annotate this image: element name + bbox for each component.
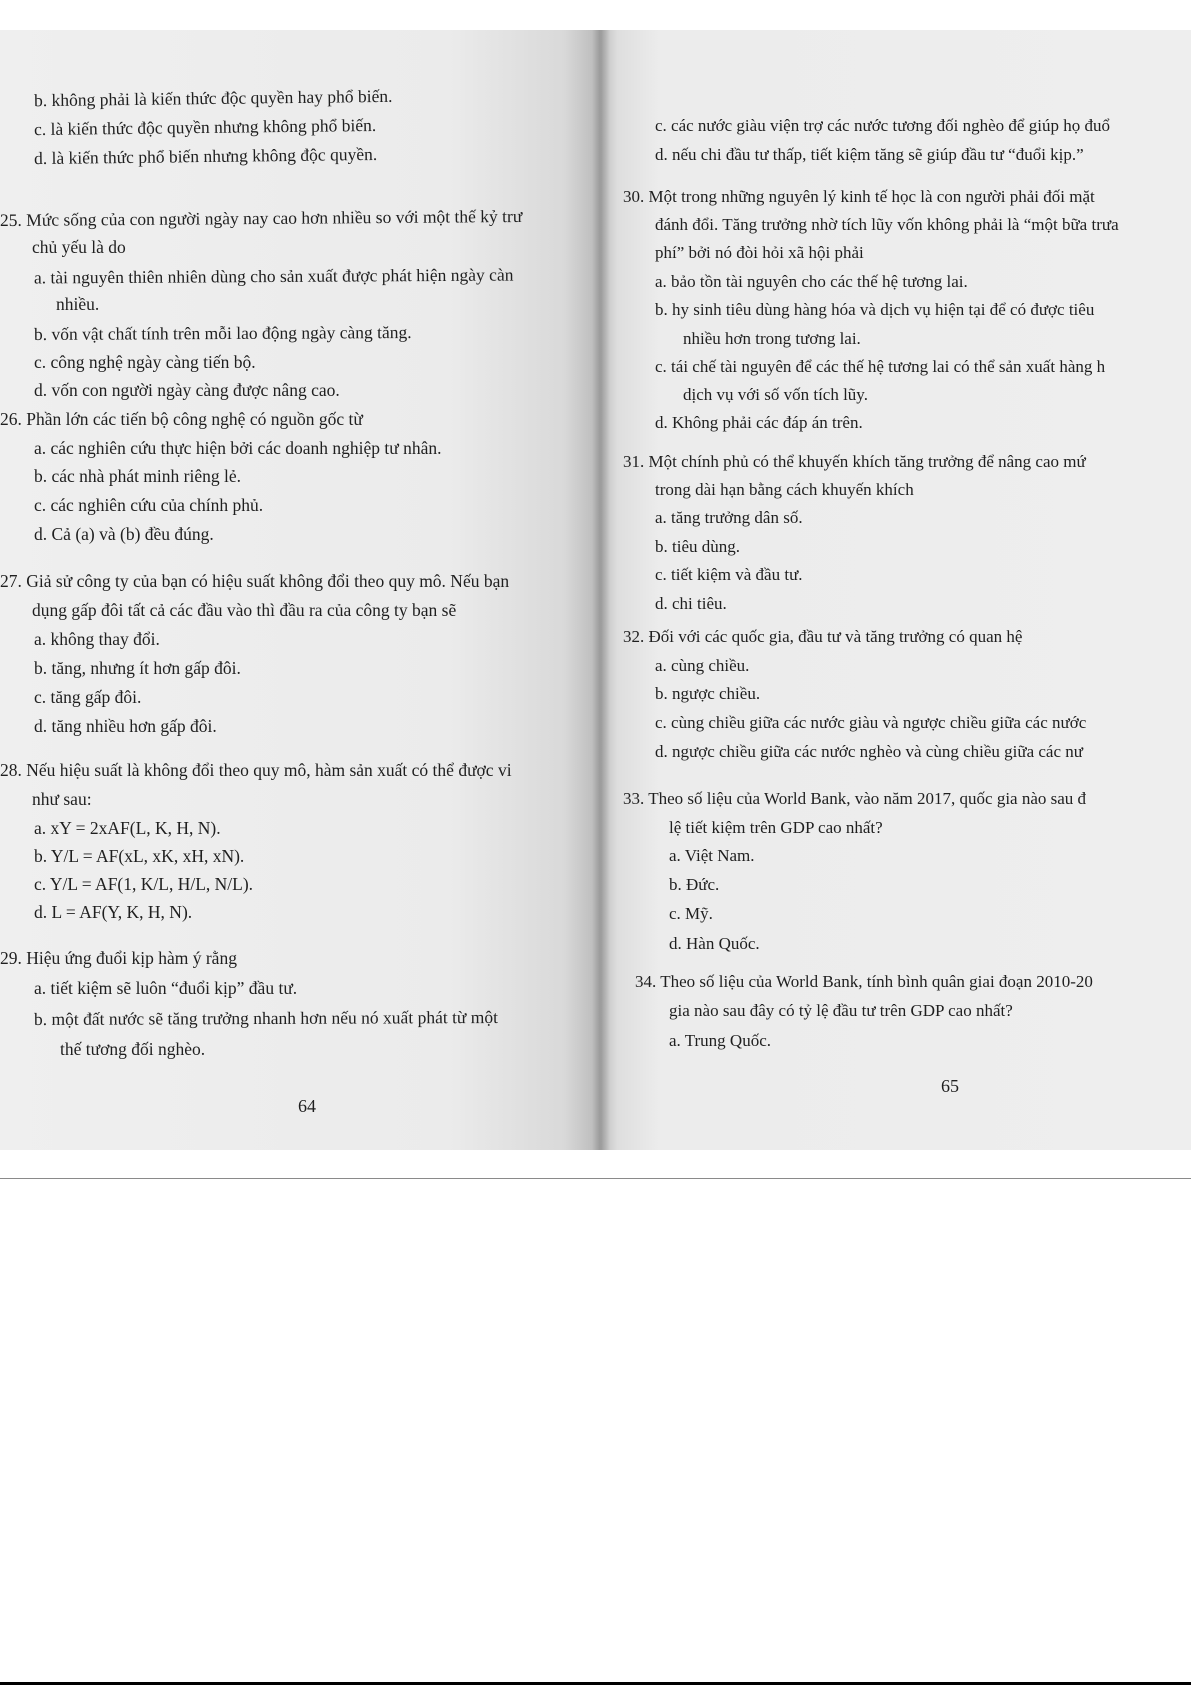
text-line: a. Trung Quốc. [669, 1031, 772, 1050]
text-line: a. Việt Nam. [669, 846, 755, 865]
text-line: gia nào sau đây có tỷ lệ đầu tư trên GDP cao nhất? [669, 1001, 1013, 1020]
page-number: 64 [298, 1096, 316, 1116]
text-line: c. công nghệ ngày càng tiến bộ. [34, 352, 256, 372]
text-line: c. là kiến thức độc quyền nhưng không phổ biến. [33, 114, 377, 140]
text-line: b. Đức. [669, 875, 720, 894]
text-line: b. vốn vật chất tính trên mỗi lao động ngày càng tăng. [33, 322, 412, 344]
text-line: b. Y/L = AF(xL, xK, xH, xN). [34, 846, 245, 866]
question-34: 34. Theo số liệu của World Bank, tính bình quân giai đoạn 2010-20 [635, 972, 1093, 991]
text-line: d. Hàn Quốc. [669, 934, 760, 953]
text-line: a. tiết kiệm sẽ luôn “đuổi kịp” đầu tư. [34, 978, 298, 998]
text-line: d. nếu chi đầu tư thấp, tiết kiệm tăng sẽ giúp đầu tư “đuổi kịp.” [655, 145, 1084, 164]
text-line: b. tăng, nhưng ít hơn gấp đôi. [34, 658, 241, 678]
text-line: a. tăng trưởng dân số. [655, 508, 803, 527]
text-line: b. các nhà phát minh riêng lẻ. [34, 466, 242, 486]
book-photo [0, 30, 1191, 1150]
text-line: c. tái chế tài nguyên để các thế hệ tương lai có thể sản xuất hàng h [655, 357, 1106, 376]
text-line: a. cùng chiều. [655, 656, 750, 675]
text-line: c. các nghiên cứu của chính phủ. [34, 495, 264, 515]
question-33: 33. Theo số liệu của World Bank, vào năm 2017, quốc gia nào sau đ [623, 789, 1087, 808]
text-line: b. một đất nước sẽ tăng trưởng nhanh hơn nếu nó xuất phát từ một [33, 1006, 499, 1030]
text-line: d. ngược chiều giữa các nước nghèo và cùng chiều giữa các nư [655, 742, 1083, 761]
question-31: 31. Một chính phủ có thể khuyến khích tăng trưởng để nâng cao mứ [623, 452, 1086, 471]
text-line: b. ngược chiều. [655, 684, 761, 703]
text-line: a. xY = 2xAF(L, K, H, N). [34, 818, 221, 838]
question-29: 29. Hiệu ứng đuổi kịp hàm ý rằng [0, 948, 237, 968]
text-line: đánh đổi. Tăng trưởng nhờ tích lũy vốn không phải là “một bữa trưa [655, 215, 1119, 234]
text-line: nhiều. [56, 294, 100, 314]
text-line: b. tiêu dùng. [655, 537, 740, 556]
text-line: b. hy sinh tiêu dùng hàng hóa và dịch vụ hiện tại để có được tiêu [655, 300, 1095, 319]
text-line: nhiều hơn trong tương lai. [683, 329, 861, 348]
text-line: c. Y/L = AF(1, K/L, H/L, N/L). [34, 874, 254, 894]
text-line: dụng gấp đôi tất cả các đầu vào thì đầu ra của công ty bạn sẽ [32, 600, 457, 620]
question-32: 32. Đối với các quốc gia, đầu tư và tăng trưởng có quan hệ [623, 627, 1023, 646]
text-line: d. vốn con người ngày càng được nâng cao. [34, 380, 340, 400]
text-line: d. là kiến thức phổ biến nhưng không độc quyền. [33, 143, 378, 169]
text-line: d. Không phải các đáp án trên. [655, 413, 863, 432]
question-27: 27. Giả sử công ty của bạn có hiệu suất không đổi theo quy mô. Nếu bạn [0, 571, 510, 591]
question-28: 28. Nếu hiệu suất là không đổi theo quy mô, hàm sản xuất có thể được vi [0, 760, 512, 780]
question-25: 25. Mức sống của con người ngày nay cao hơn nhiều so với một thế kỷ trư [0, 205, 523, 231]
text-line: chủ yếu là do [32, 237, 126, 257]
divider [0, 1178, 1191, 1179]
text-line: c. cùng chiều giữa các nước giàu và ngược chiều giữa các nước [655, 713, 1087, 732]
text-line: b. không phải là kiến thức độc quyền hay phổ biến. [33, 85, 393, 111]
left-page [0, 30, 600, 1150]
text-line: d. chi tiêu. [655, 594, 727, 613]
text-line: d. Cả (a) và (b) đều đúng. [34, 524, 214, 544]
text-line: c. tiết kiệm và đầu tư. [655, 565, 803, 584]
text-line: a. các nghiên cứu thực hiện bởi các doanh nghiệp tư nhân. [34, 438, 442, 458]
text-line: d. L = AF(Y, K, H, N). [34, 902, 193, 922]
text-line: c. Mỹ. [669, 904, 713, 923]
text-line: c. các nước giàu viện trợ các nước tương đối nghèo để giúp họ đuổ [655, 116, 1110, 135]
text-line: c. tăng gấp đôi. [34, 687, 142, 707]
text-line: a. bảo tồn tài nguyên cho các thế hệ tương lai. [655, 272, 968, 291]
text-line: thế tương đối nghèo. [60, 1039, 206, 1059]
text-line: a. không thay đổi. [34, 629, 160, 649]
text-line: như sau: [32, 789, 92, 809]
text-line: lệ tiết kiệm trên GDP cao nhất? [669, 818, 883, 837]
text-line: dịch vụ với số vốn tích lũy. [683, 385, 868, 404]
page-number: 65 [941, 1076, 959, 1096]
text-line: d. tăng nhiều hơn gấp đôi. [34, 716, 217, 736]
question-30: 30. Một trong những nguyên lý kinh tế học là con người phải đối mặt [623, 187, 1095, 206]
text-line: a. tài nguyên thiên nhiên dùng cho sản xuất được phát hiện ngày càn [33, 264, 514, 288]
text-line: phí” bởi nó đòi hỏi xã hội phải [655, 243, 864, 262]
text-line: trong dài hạn bằng cách khuyến khích [655, 480, 914, 499]
right-page [600, 30, 1191, 1150]
question-26: 26. Phần lớn các tiến bộ công nghệ có nguồn gốc từ [0, 409, 363, 429]
book-gutter [592, 30, 610, 1150]
